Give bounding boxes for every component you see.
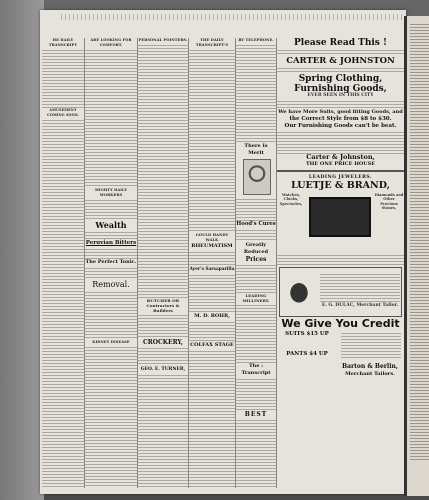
transcript-text bbox=[236, 377, 276, 411]
ad-column bbox=[277, 38, 404, 488]
dulac-label: E. G. DULAC, Merchant Tailor. bbox=[321, 302, 399, 308]
column-5 bbox=[236, 38, 277, 488]
contractors-text bbox=[138, 313, 188, 339]
leading-jewelers-title: LEADING JEWELERS. bbox=[277, 174, 404, 181]
we-have-label: We have More Suits, good fitting Goods, and bbox=[278, 108, 403, 115]
there-is-merit-title: There Is Merit bbox=[236, 143, 276, 157]
luetje-brand-title: LUETJE & BRAND, bbox=[277, 181, 404, 191]
carter-signature: Carter & Johnston, bbox=[277, 154, 404, 161]
hoods-cures-title: Hood's Cures bbox=[236, 221, 276, 227]
ever-seen-label: EVER SEEN IN THIS CITY bbox=[277, 94, 404, 99]
turner-title: GEO. E. TURNER, bbox=[138, 366, 188, 373]
credit-text bbox=[341, 331, 401, 359]
carter-text-b bbox=[277, 99, 404, 109]
ayers-title: Ayer's Sarsaparilla bbox=[189, 267, 235, 272]
jeweler-text bbox=[277, 253, 404, 265]
wealth-ad-text bbox=[85, 230, 137, 240]
col3-text-b bbox=[138, 373, 188, 488]
col2-text-b bbox=[85, 198, 137, 220]
correct-style-label: the Correct Style from $8 to $30. bbox=[277, 116, 404, 123]
furnishing-goods-title: Furnishing Goods, bbox=[277, 84, 404, 94]
kidney-disease-title: KIDNEY DISEASE bbox=[85, 340, 137, 345]
shoe-image bbox=[284, 276, 314, 304]
hoods-text bbox=[236, 228, 276, 242]
prices-title: Prices bbox=[236, 256, 276, 263]
tonic-text bbox=[85, 266, 137, 280]
peruvian-bitters-title: Peruvian Bitters bbox=[85, 240, 137, 246]
pants-label: PANTS $4 UP bbox=[277, 351, 337, 358]
previous-page-edge bbox=[0, 0, 44, 500]
col4-header: THE DAILY TRANSCRIPT'S bbox=[189, 38, 235, 48]
peruvian-text bbox=[85, 247, 137, 259]
col4-text-a bbox=[189, 48, 235, 233]
col2-headline-2: MIGHTY DAILY WORKERS bbox=[85, 188, 137, 198]
page-banner-text bbox=[58, 14, 402, 20]
dulac-text bbox=[320, 272, 400, 302]
leading-millinery-title: LEADING MILLINERY. bbox=[236, 293, 276, 303]
col1-header: HE DAILY TRANSCRIPT bbox=[42, 38, 84, 48]
col1-text-a bbox=[42, 48, 84, 108]
col3-header: PERSONAL POINTERS. bbox=[138, 38, 188, 42]
rohr-text bbox=[189, 320, 235, 342]
diamonds-label: Diamonds and Other Precious Stones, bbox=[374, 192, 404, 210]
carter-text-c bbox=[277, 130, 404, 154]
divider bbox=[277, 170, 404, 172]
next-page-text bbox=[410, 22, 429, 462]
next-page-edge bbox=[404, 16, 429, 496]
gould-title: GOULD HANDY WALK bbox=[189, 233, 235, 243]
wealth-ad-title: Wealth bbox=[85, 220, 137, 230]
merit-portrait-area bbox=[236, 157, 276, 197]
col5-text-a bbox=[236, 43, 276, 143]
one-price-house-label: THE ONE PRICE HOUSE bbox=[277, 161, 404, 168]
removal-text bbox=[85, 290, 137, 340]
millinery-text bbox=[236, 303, 276, 363]
colfax-stage-title: COLFAX STAGE bbox=[190, 342, 234, 348]
please-read-title: Please Read This ! bbox=[277, 38, 404, 48]
man-portrait-image bbox=[243, 159, 271, 195]
greatly-reduced-title: Greatly Reduced bbox=[236, 242, 276, 256]
spring-clothing-title: Spring Clothing, bbox=[277, 74, 404, 84]
rohr-title: M. D. ROHR, bbox=[189, 313, 235, 320]
crockery-text bbox=[138, 346, 188, 366]
credit-ad-body bbox=[277, 329, 404, 389]
furnishing-low-label: Our Furnishing Goods can't be beat. bbox=[277, 123, 404, 130]
newspaper-page bbox=[40, 10, 406, 494]
carter-johnston-title: CARTER & JOHNSTON bbox=[277, 56, 404, 66]
col2-header: ARE LOOKING FOR COMFORT. bbox=[85, 38, 137, 48]
rheumatism-text bbox=[189, 250, 235, 266]
ayers-text bbox=[189, 273, 235, 313]
col2-text-c bbox=[85, 345, 137, 488]
column-1 bbox=[42, 38, 85, 488]
col2-text-a bbox=[85, 48, 137, 188]
merit-text bbox=[236, 197, 276, 221]
col3-text-a bbox=[138, 43, 188, 298]
please-read-text bbox=[277, 48, 404, 56]
prices-text bbox=[236, 263, 276, 293]
transcript-title: The : Transcript bbox=[236, 363, 276, 377]
column-3 bbox=[138, 38, 189, 488]
column-4 bbox=[189, 38, 236, 488]
col1-text-b bbox=[42, 118, 84, 488]
col5-header: BY TELEPHONE. bbox=[236, 38, 276, 43]
crockery-title: CROCKERY, bbox=[138, 339, 188, 346]
contractors-title: Contractors & Builders bbox=[138, 303, 188, 313]
jeweler-ad-body bbox=[277, 191, 404, 253]
watches-label: Watches, Clocks, Spectacles, bbox=[277, 193, 305, 207]
jeweler-center-emblem bbox=[309, 197, 371, 237]
removal-title: Removal. bbox=[85, 280, 137, 290]
we-give-credit-title: We Give You Credit bbox=[277, 319, 404, 329]
carter-text-a bbox=[277, 66, 404, 74]
rheumatism-title: RHEUMATISM bbox=[189, 243, 235, 250]
perfect-tonic-title: The Perfect Tonic. bbox=[85, 259, 137, 265]
suits-label: SUITS $15 UP bbox=[277, 331, 337, 338]
merchant-tailors-label: Merchant Tailors. bbox=[337, 371, 403, 378]
barton-berlin-title: Barton & Berlin, bbox=[337, 363, 403, 370]
butcher-title: BUTCHER OR bbox=[138, 298, 188, 303]
column-2 bbox=[85, 38, 138, 488]
dulac-ad-box bbox=[279, 267, 402, 317]
best-label: BEST bbox=[236, 411, 276, 418]
col4-text-b bbox=[189, 349, 235, 488]
col5-text-b bbox=[236, 418, 276, 488]
col1-headline-2: AMUSEMENT COMING SOON. bbox=[42, 108, 84, 118]
